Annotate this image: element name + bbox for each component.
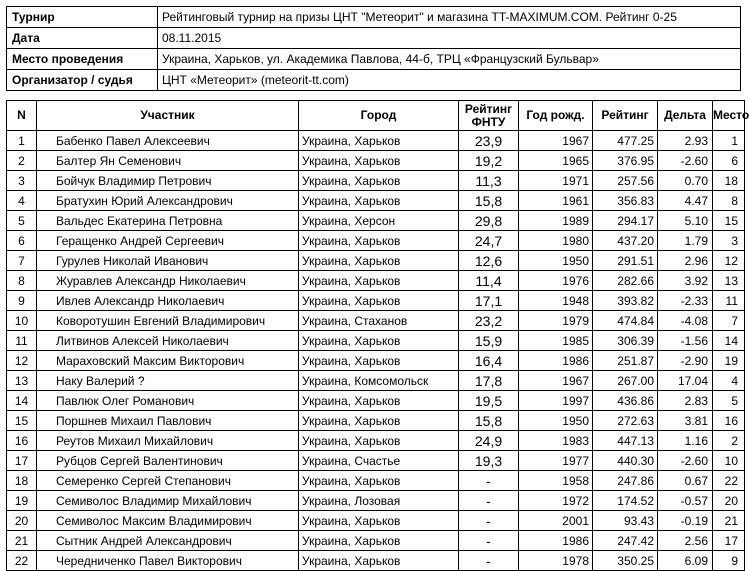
cell-number: 11 xyxy=(7,331,37,351)
cell-birth-year: 1967 xyxy=(519,131,593,151)
cell-birth-year: 1948 xyxy=(519,291,593,311)
cell-place: 21 xyxy=(713,511,745,531)
cell-city: Украина, Харьков xyxy=(299,171,459,191)
cell-birth-year: 1967 xyxy=(519,371,593,391)
players-table xyxy=(6,100,749,571)
info-row xyxy=(7,7,741,28)
cell-delta: 3.92 xyxy=(658,271,713,291)
cell-city: Украина, Харьков xyxy=(299,411,459,431)
cell-delta: 2.96 xyxy=(658,251,713,271)
cell-delta: -2.60 xyxy=(658,151,713,171)
cell-participant: Балтер Ян Семенович xyxy=(37,151,299,171)
cell-delta: -2.90 xyxy=(658,351,713,371)
table-row xyxy=(7,411,745,431)
header-place: Место xyxy=(713,101,745,131)
cell-participant: Гурулев Николай Иванович xyxy=(37,251,299,271)
cell-birth-year: 1972 xyxy=(519,491,593,511)
cell-place: 4 xyxy=(713,371,745,391)
cell-birth-year: 1979 xyxy=(519,311,593,331)
cell-place: 2 xyxy=(713,431,745,451)
cell-birth-year: 1989 xyxy=(519,211,593,231)
cell-number: 19 xyxy=(7,491,37,511)
cell-fhnu-rating: 17,8 xyxy=(459,371,519,391)
cell-fhnu-rating: 17,1 xyxy=(459,291,519,311)
cell-number: 16 xyxy=(7,431,37,451)
info-label: Турнир xyxy=(7,7,158,28)
cell-number: 10 xyxy=(7,311,37,331)
cell-delta: 0.67 xyxy=(658,471,713,491)
table-row xyxy=(7,511,745,531)
cell-participant: Вальдес Екатерина Петровна xyxy=(37,211,299,231)
cell-fhnu-rating: - xyxy=(459,491,519,511)
cell-number: 4 xyxy=(7,191,37,211)
table-row xyxy=(7,331,745,351)
cell-fhnu-rating: 15,8 xyxy=(459,411,519,431)
cell-rating: 257.56 xyxy=(593,171,658,191)
cell-birth-year: 2001 xyxy=(519,511,593,531)
cell-delta: -0.57 xyxy=(658,491,713,511)
cell-rating: 174.52 xyxy=(593,491,658,511)
cell-rating: 282.66 xyxy=(593,271,658,291)
table-row xyxy=(7,171,745,191)
cell-city: Украина, Харьков xyxy=(299,511,459,531)
cell-rating: 247.42 xyxy=(593,531,658,551)
cell-delta: 1.16 xyxy=(658,431,713,451)
cell-participant: Журавлев Александр Николаевич xyxy=(37,271,299,291)
cell-place: 6 xyxy=(713,151,745,171)
cell-participant: Семиволос Максим Владимирович xyxy=(37,511,299,531)
info-label: Дата xyxy=(7,28,158,49)
cell-birth-year: 1978 xyxy=(519,551,593,571)
cell-number: 9 xyxy=(7,291,37,311)
cell-fhnu-rating: - xyxy=(459,471,519,491)
cell-place: 5 xyxy=(713,391,745,411)
cell-fhnu-rating: 11,4 xyxy=(459,271,519,291)
cell-fhnu-rating: - xyxy=(459,511,519,531)
cell-rating: 306.39 xyxy=(593,331,658,351)
cell-rating: 267.00 xyxy=(593,371,658,391)
table-row xyxy=(7,191,745,211)
cell-fhnu-rating: 16,4 xyxy=(459,351,519,371)
cell-city: Украина, Харьков xyxy=(299,391,459,411)
cell-city: Украина, Харьков xyxy=(299,351,459,371)
header-n: N xyxy=(7,101,37,131)
cell-city: Украина, Харьков xyxy=(299,191,459,211)
cell-place: 12 xyxy=(713,251,745,271)
info-row xyxy=(7,70,741,91)
cell-participant: Бойчук Владимир Петрович xyxy=(37,171,299,191)
cell-participant: Семиволос Владимир Михайлович xyxy=(37,491,299,511)
cell-fhnu-rating: 23,2 xyxy=(459,311,519,331)
cell-participant: Рубцов Сергей Валентинович xyxy=(37,451,299,471)
cell-fhnu-rating: - xyxy=(459,551,519,571)
header-delta: Дельта xyxy=(658,101,713,131)
cell-participant: Ивлев Александр Николаевич xyxy=(37,291,299,311)
cell-rating: 93.43 xyxy=(593,511,658,531)
table-row xyxy=(7,151,745,171)
cell-city: Украина, Комсомольск xyxy=(299,371,459,391)
cell-rating: 440.30 xyxy=(593,451,658,471)
table-row xyxy=(7,391,745,411)
cell-fhnu-rating: 19,2 xyxy=(459,151,519,171)
cell-city: Украина, Харьков xyxy=(299,431,459,451)
cell-place: 1 xyxy=(713,131,745,151)
cell-city: Украина, Харьков xyxy=(299,131,459,151)
table-header-row xyxy=(7,101,745,131)
table-row xyxy=(7,131,745,151)
cell-rating: 393.82 xyxy=(593,291,658,311)
info-value: 08.11.2015 xyxy=(158,28,741,49)
cell-city: Украина, Харьков xyxy=(299,271,459,291)
cell-number: 3 xyxy=(7,171,37,191)
cell-number: 18 xyxy=(7,471,37,491)
table-row xyxy=(7,211,745,231)
tournament-info-table xyxy=(6,6,741,91)
cell-participant: Братухин Юрий Александрович xyxy=(37,191,299,211)
cell-city: Украина, Харьков xyxy=(299,251,459,271)
cell-place: 16 xyxy=(713,411,745,431)
table-row xyxy=(7,551,745,571)
cell-participant: Наку Валерий ? xyxy=(37,371,299,391)
cell-delta: 3.81 xyxy=(658,411,713,431)
cell-city: Украина, Счастье xyxy=(299,451,459,471)
cell-rating: 251.87 xyxy=(593,351,658,371)
cell-rating: 272.63 xyxy=(593,411,658,431)
cell-place: 11 xyxy=(713,291,745,311)
cell-birth-year: 1986 xyxy=(519,531,593,551)
cell-participant: Семеренко Сергей Степанович xyxy=(37,471,299,491)
cell-number: 15 xyxy=(7,411,37,431)
cell-number: 17 xyxy=(7,451,37,471)
cell-number: 8 xyxy=(7,271,37,291)
cell-place: 18 xyxy=(713,171,745,191)
header-fhnu-rating xyxy=(459,101,519,131)
cell-number: 22 xyxy=(7,551,37,571)
cell-delta: 6.09 xyxy=(658,551,713,571)
table-row xyxy=(7,291,745,311)
cell-rating: 447.13 xyxy=(593,431,658,451)
cell-participant: Геращенко Андрей Сергеевич xyxy=(37,231,299,251)
cell-birth-year: 1997 xyxy=(519,391,593,411)
cell-birth-year: 1983 xyxy=(519,431,593,451)
cell-birth-year: 1965 xyxy=(519,151,593,171)
cell-place: 3 xyxy=(713,231,745,251)
table-row xyxy=(7,271,745,291)
cell-participant: Бабенко Павел Алексеевич xyxy=(37,131,299,151)
cell-city: Украина, Харьков xyxy=(299,551,459,571)
cell-number: 1 xyxy=(7,131,37,151)
cell-delta: 2.93 xyxy=(658,131,713,151)
cell-delta: 0.70 xyxy=(658,171,713,191)
table-row xyxy=(7,371,745,391)
cell-delta: -4.08 xyxy=(658,311,713,331)
cell-city: Украина, Харьков xyxy=(299,291,459,311)
cell-delta: 2.83 xyxy=(658,391,713,411)
cell-delta: 1.79 xyxy=(658,231,713,251)
info-value: Рейтинговый турнир на призы ЦНТ "Метеорит" и магазина TT-MAXIMUM.COM. Рейтинг 0-25 xyxy=(158,7,741,28)
cell-participant: Литвинов Алексей Николаевич xyxy=(37,331,299,351)
cell-city: Украина, Стаханов xyxy=(299,311,459,331)
cell-birth-year: 1958 xyxy=(519,471,593,491)
cell-participant: Чередниченко Павел Викторович xyxy=(37,551,299,571)
cell-place: 22 xyxy=(713,471,745,491)
cell-place: 13 xyxy=(713,271,745,291)
cell-fhnu-rating: 23,9 xyxy=(459,131,519,151)
cell-participant: Павлюк Олег Романович xyxy=(37,391,299,411)
cell-place: 14 xyxy=(713,331,745,351)
cell-place: 17 xyxy=(713,531,745,551)
cell-birth-year: 1980 xyxy=(519,231,593,251)
cell-delta: -1.56 xyxy=(658,331,713,351)
cell-delta: 4.47 xyxy=(658,191,713,211)
cell-birth-year: 1985 xyxy=(519,331,593,351)
cell-rating: 437.20 xyxy=(593,231,658,251)
table-row xyxy=(7,251,745,271)
cell-participant: Коворотушин Евгений Владимирович xyxy=(37,311,299,331)
cell-place: 8 xyxy=(713,191,745,211)
cell-delta: -2.33 xyxy=(658,291,713,311)
table-row xyxy=(7,351,745,371)
cell-number: 2 xyxy=(7,151,37,171)
cell-birth-year: 1971 xyxy=(519,171,593,191)
cell-fhnu-rating: 11,3 xyxy=(459,171,519,191)
table-row xyxy=(7,451,745,471)
cell-birth-year: 1976 xyxy=(519,271,593,291)
cell-city: Украина, Херсон xyxy=(299,211,459,231)
cell-number: 20 xyxy=(7,511,37,531)
cell-fhnu-rating: 29,8 xyxy=(459,211,519,231)
info-row xyxy=(7,28,741,49)
table-row xyxy=(7,531,745,551)
cell-birth-year: 1950 xyxy=(519,411,593,431)
cell-delta: 17.04 xyxy=(658,371,713,391)
cell-city: Украина, Харьков xyxy=(299,151,459,171)
cell-number: 14 xyxy=(7,391,37,411)
cell-number: 21 xyxy=(7,531,37,551)
cell-rating: 474.84 xyxy=(593,311,658,331)
header-participant: Участник xyxy=(37,101,299,131)
header-rating: Рейтинг xyxy=(593,101,658,131)
cell-fhnu-rating: 19,5 xyxy=(459,391,519,411)
cell-number: 5 xyxy=(7,211,37,231)
cell-rating: 350.25 xyxy=(593,551,658,571)
cell-birth-year: 1986 xyxy=(519,351,593,371)
header-birth-year: Год рожд. xyxy=(519,101,593,131)
info-label: Организатор / судья xyxy=(7,70,158,91)
cell-fhnu-rating: 24,9 xyxy=(459,431,519,451)
header-city: Город xyxy=(299,101,459,131)
cell-number: 7 xyxy=(7,251,37,271)
cell-rating: 477.25 xyxy=(593,131,658,151)
cell-city: Украина, Лозовая xyxy=(299,491,459,511)
cell-participant: Реутов Михаил Михайлович xyxy=(37,431,299,451)
cell-rating: 247.86 xyxy=(593,471,658,491)
table-row xyxy=(7,471,745,491)
cell-city: Украина, Харьков xyxy=(299,531,459,551)
info-value: Украина, Харьков, ул. Академика Павлова, 44-б, ТРЦ «Французский Бульвар» xyxy=(158,49,741,70)
cell-number: 13 xyxy=(7,371,37,391)
info-value: ЦНТ «Метеорит» (meteorit-tt.com) xyxy=(158,70,741,91)
info-row xyxy=(7,49,741,70)
cell-city: Украина, Харьков xyxy=(299,231,459,251)
cell-participant: Поршнев Михаил Павлович xyxy=(37,411,299,431)
cell-city: Украина, Харьков xyxy=(299,331,459,351)
cell-fhnu-rating: 24,7 xyxy=(459,231,519,251)
cell-rating: 436.86 xyxy=(593,391,658,411)
cell-birth-year: 1961 xyxy=(519,191,593,211)
cell-place: 15 xyxy=(713,211,745,231)
table-row xyxy=(7,431,745,451)
cell-number: 12 xyxy=(7,351,37,371)
header-fhnu-line1: Рейтинг xyxy=(464,101,513,116)
cell-place: 7 xyxy=(713,311,745,331)
cell-rating: 376.95 xyxy=(593,151,658,171)
info-label: Место проведения xyxy=(7,49,158,70)
table-row xyxy=(7,231,745,251)
cell-fhnu-rating: 15,8 xyxy=(459,191,519,211)
cell-birth-year: 1950 xyxy=(519,251,593,271)
cell-place: 9 xyxy=(713,551,745,571)
cell-birth-year: 1977 xyxy=(519,451,593,471)
cell-place: 10 xyxy=(713,451,745,471)
cell-fhnu-rating: 15,9 xyxy=(459,331,519,351)
cell-rating: 356.83 xyxy=(593,191,658,211)
cell-participant: Мараховский Максим Викторович xyxy=(37,351,299,371)
cell-fhnu-rating: 12,6 xyxy=(459,251,519,271)
table-row xyxy=(7,491,745,511)
cell-fhnu-rating: 19,3 xyxy=(459,451,519,471)
header-fhnu-line2: ФНТУ xyxy=(471,114,506,129)
cell-delta: 5.10 xyxy=(658,211,713,231)
cell-place: 20 xyxy=(713,491,745,511)
cell-delta: 2.56 xyxy=(658,531,713,551)
cell-fhnu-rating: - xyxy=(459,531,519,551)
cell-place: 19 xyxy=(713,351,745,371)
cell-participant: Сытник Андрей Александрович xyxy=(37,531,299,551)
cell-rating: 291.51 xyxy=(593,251,658,271)
cell-number: 6 xyxy=(7,231,37,251)
cell-city: Украина, Харьков xyxy=(299,471,459,491)
table-row xyxy=(7,311,745,331)
cell-delta: -2.60 xyxy=(658,451,713,471)
cell-rating: 294.17 xyxy=(593,211,658,231)
cell-delta: -0.19 xyxy=(658,511,713,531)
